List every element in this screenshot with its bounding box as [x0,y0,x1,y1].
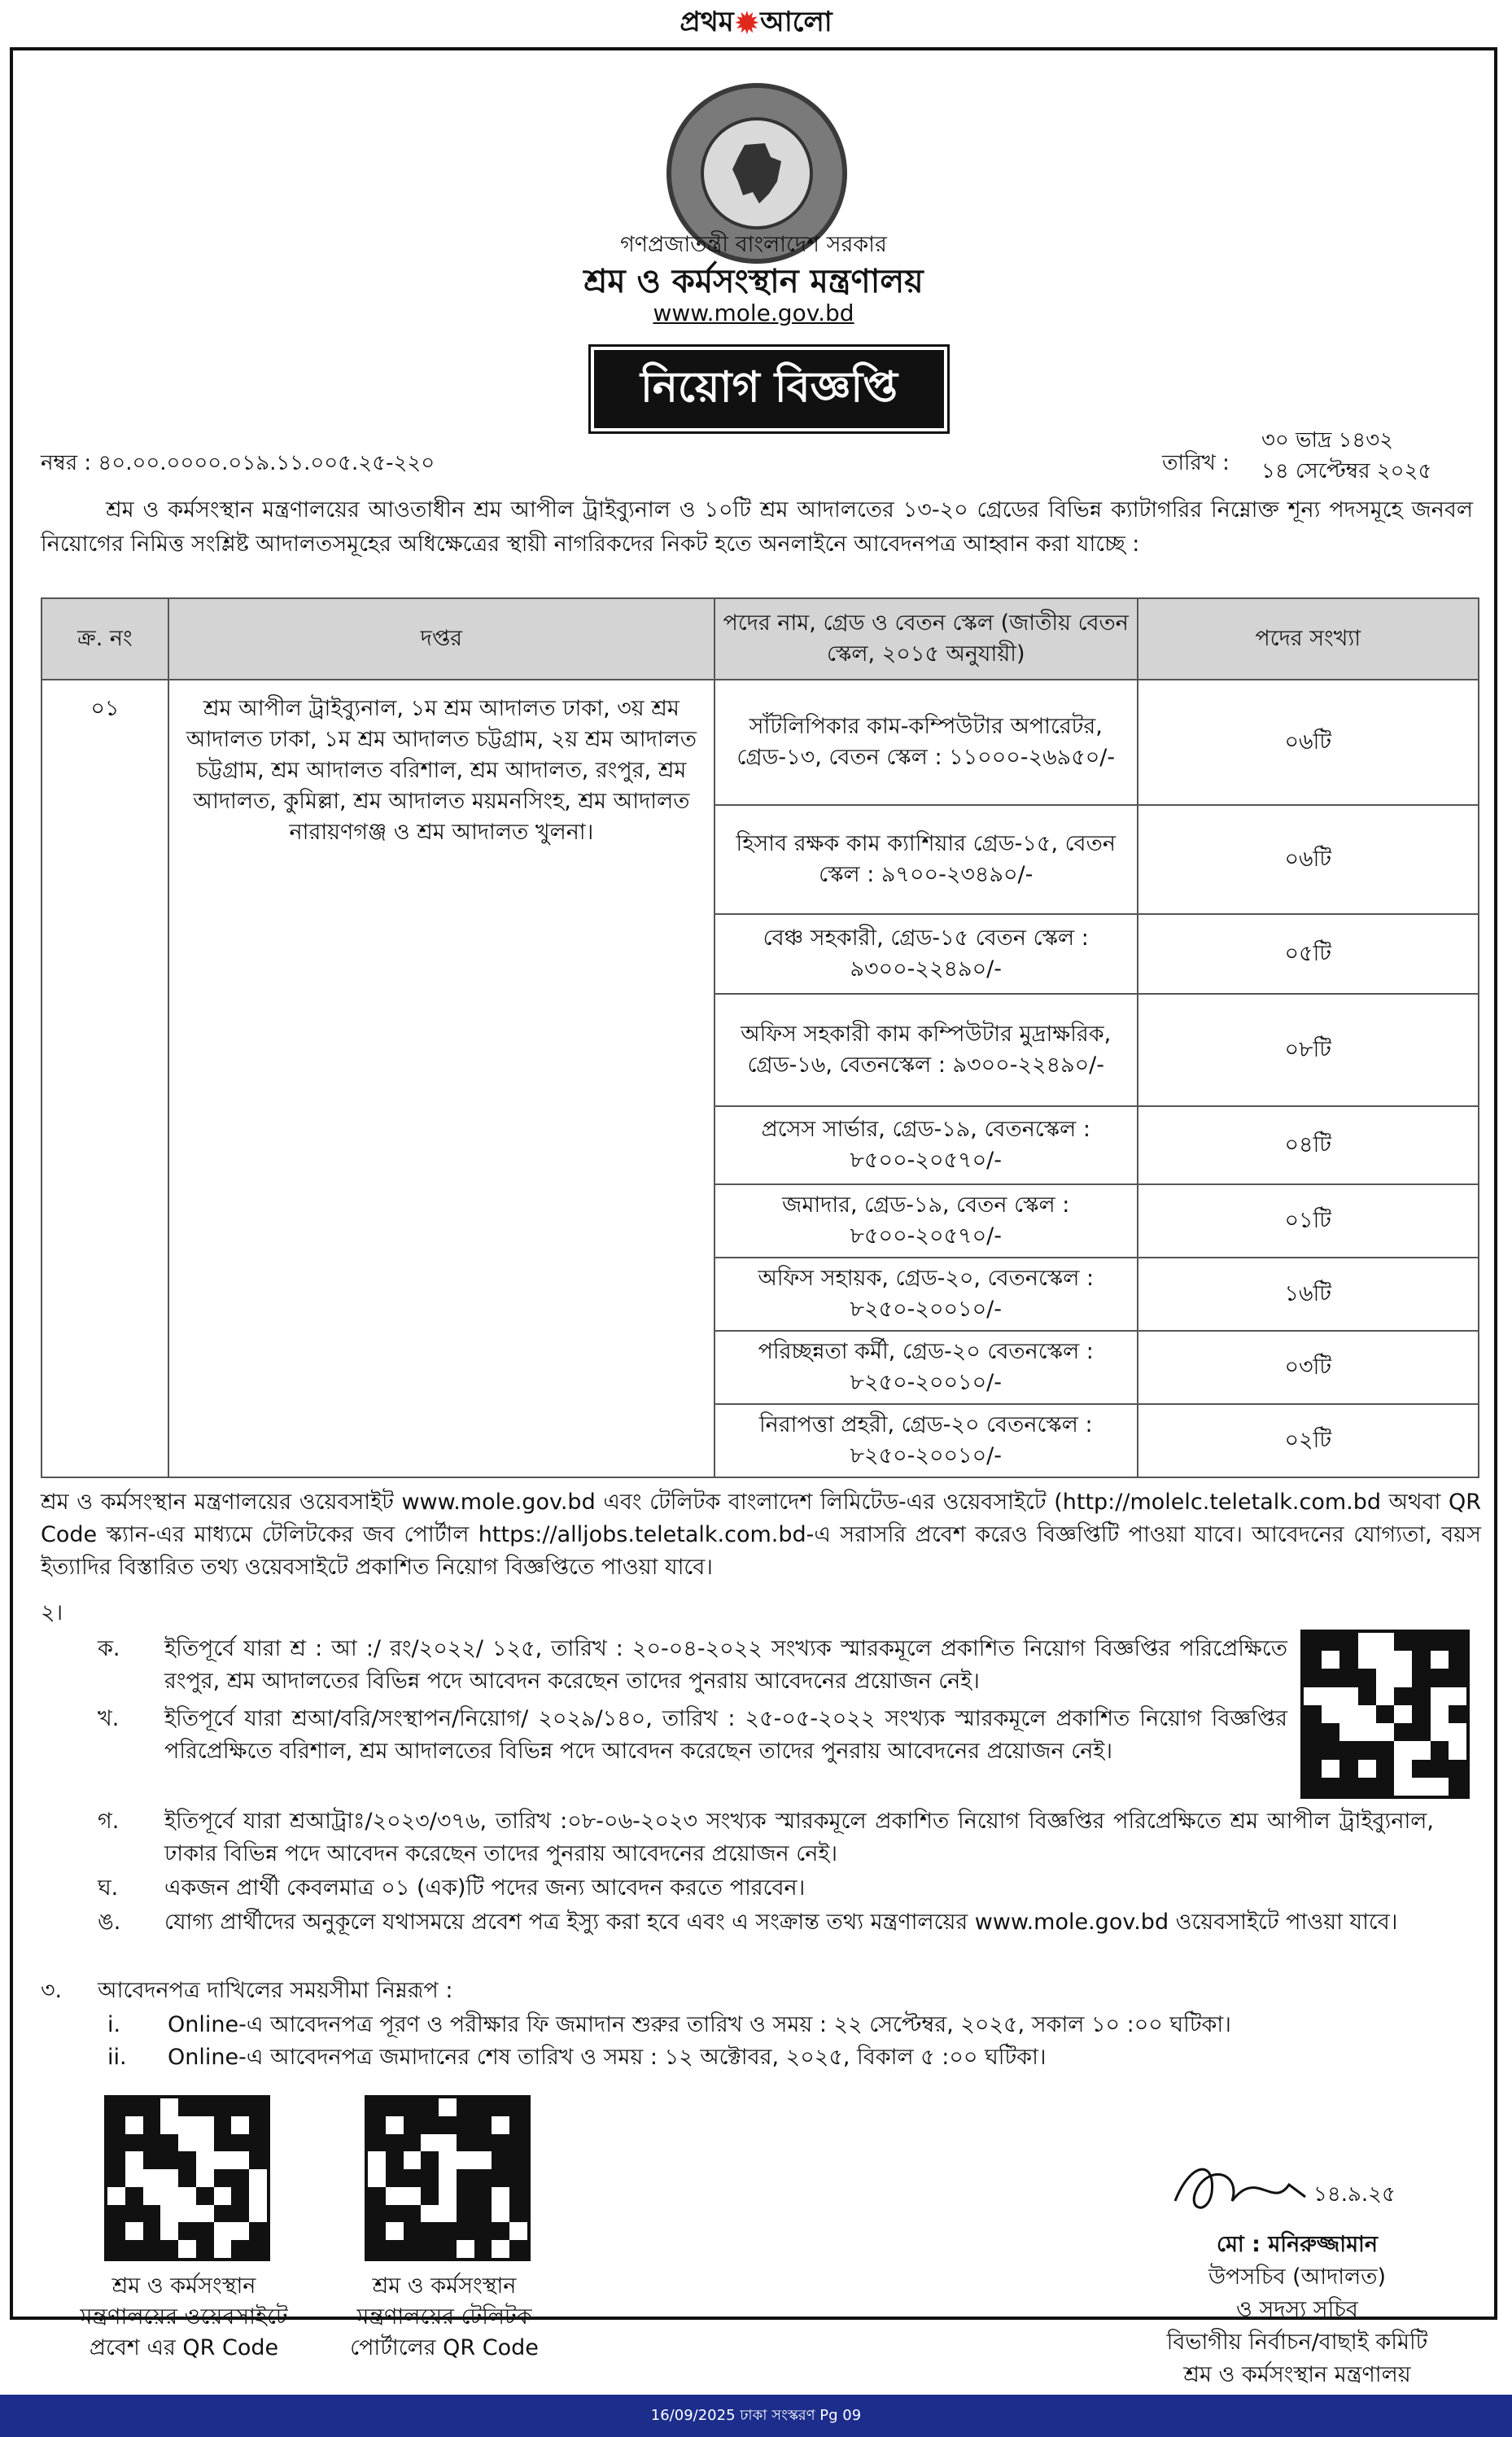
header-office: দপ্তর [168,598,714,680]
signature-date: ১৪.৯.২৫ [1313,2182,1396,2207]
header-serial: ক্র. নং [42,598,168,680]
count-cell: ০৪টি [1138,1106,1479,1184]
signatory-block [1086,2229,1509,2391]
page-footer: 16/09/2025 ঢাকা সংস্করণ Pg 09 [0,2395,1512,2437]
post-cell: বেঞ্চ সহকারী, গ্রেড-১৫ বেতন স্কেল : ৯৩০০-২২৪৯০/- [714,914,1138,994]
deadline-i-text: Online-এ আবেদনপত্র পূরণ ও পরীক্ষার ফি জমাদান শুরুর তারিখ ও সময় : ২২ সেপ্টেম্বর, ২০২৫, সকাল ১০ :০০ ঘটিকা। [168,2012,1231,2037]
ministry-qr-caption: শ্রম ও কর্মসংস্থান মন্ত্রণালয়ের ওয়েবসাইটে প্রবেশ এর QR Code [80,2273,288,2360]
item-ka-text: ইতিপূর্বে যারা শ্র : আ :/ রং/২০২২/ ১২৫, তারিখ : ২০-০৪-২০২২ সংখ্যক স্মারকমূলে প্রকাশিত নিয়োগ বিজ্ঞপ্তির পরিপ্রেক্ষিতে রংপুর, শ্রম আদালতের বিভিন্ন পদে আবেদন করেছেন তাদের পুনরায় আবেদনের প্রয়োজন নেই। [164,1636,1287,1694]
bangladesh-map-icon [720,137,793,210]
item-uma-mark: ঙ. [98,1910,121,1935]
post-cell: হিসাব রক্ষক কাম ক্যাশিয়ার গ্রেড-১৫, বেতন স্কেল : ৯৭০০-২৩৪৯০/- [714,805,1138,914]
advertisement-frame [10,47,1497,2387]
item-ga-mark: গ. [98,1809,120,1834]
header-post: পদের নাম, গ্রেড ও বেতন স্কেল (জাতীয় বেতন স্কেল, ২০১৫ অনুযায়ী) [714,598,1138,680]
count-cell: ০৩টি [1138,1331,1479,1404]
notice-title: নিয়োগ বিজ্ঞপ্তি [594,350,944,428]
item-uma-text: যোগ্য প্রার্থীদের অনুকূলে যথাসময়ে প্রবেশ পত্র ইস্যু করা হবে এবং এ সংক্রান্ত তথ্য মন্ত্রণালয়ের www.mole.gov.bd ওয়েবসাইটে পাওয়া যাবে। [164,1910,1398,1935]
masthead-left: প্রথম [680,5,734,38]
deadline-ii-text: Online-এ আবেদনপত্র জমাদানের শেষ তারিখ ও সময় : ১২ অক্টোবর, ২০২৫, বিকাল ৫ :০০ ঘটিকা। [168,2045,1047,2070]
deadline-i-mark: i. [107,2012,121,2037]
ministry-qr-code-icon[interactable] [104,2095,270,2261]
handwritten-signature-icon [1167,2152,1427,2225]
website-paragraph: শ্রম ও কর্মসংস্থান মন্ত্রণালয়ের ওয়েবসাইট www.mole.gov.bd এবং টেলিটক বাংলাদেশ লিমিটেড-এর ওয়েবসাইটে (http://molelc.teletalk.com.bd অথবা QR Code স্ক্যান-এর মাধ্যমে টেলিটকের জব পোর্টাল https://alljobs.teletalk.com.bd-এ সরাসরি প্রবেশ করেও বিজ্ঞপ্তিটি পাওয়া যাবে। আবেদনের যোগ্যতা, বয়স ইত্যাদির বিস্তারিত তথ্য ওয়েবসাইটে প্রকাশিত নিয়োগ বিজ্ঞপ্তিতে পাওয়া যাবে। [41,1490,1481,1580]
item-ga-text: ইতিপূর্বে যারা শ্রআট্রাঃ/২০২৩/৩৭৬, তারিখ :০৮-০৬-২০২৩ সংখ্যক স্মারকমূলে প্রকাশিত নিয়োগ বিজ্ঞপ্তির পরিপ্রেক্ষিতে শ্রম আপীল ট্রাইব্যুনাল, ঢাকার বিভিন্ন পদে আবেদন করেছেন তাদের পুনরায় আবেদনের প্রয়োজন নেই। [164,1809,1434,1866]
item-gha-mark: ঘ. [98,1875,119,1901]
post-cell: প্রসেস সার্ভার, গ্রেড-১৯, বেতনস্কেল : ৮৫০০-২০৫৭০/- [714,1106,1138,1184]
post-cell: পরিচ্ছন্নতা কর্মী, গ্রেড-২০ বেতনস্কেল : ৮২৫০-২০০১০/- [714,1331,1138,1404]
count-cell: ০৬টি [1138,680,1479,805]
date-label: তারিখ : [1162,451,1230,475]
item-ka-mark: ক. [98,1636,120,1661]
seal-emblem [701,117,813,230]
teletalk-qr-code-icon[interactable] [365,2095,531,2261]
memo-number: নম্বর : ৪০.০০.০০০০.০১৯.১১.০০৫.২৫-২২০ [41,451,435,475]
intro-paragraph: শ্রম ও কর্মসংস্থান মন্ত্রণালয়ের আওতাধীন শ্রম আপীল ট্রাইব্যুনাল ও ১০টি শ্রম আদালতের ১৩-২০ গ্রেডের বিভিন্ন ক্যাটাগরির নিম্নোক্ত শূন্য পদসমূহে জনবল নিয়োগের নিমিত্ত সংশ্লিষ্ট আদালতসমূহের অধিক্ষেত্রের স্থায়ী নাগরিকদের নিকট হতে অনলাইনে আবেদনপত্র আহ্বান করা যাচ্ছে : [41,497,1473,557]
count-cell: ০২টি [1138,1404,1479,1477]
newspaper-masthead [0,0,1512,47]
signatory-title-1: উপসচিব (আদালত) [1208,2264,1387,2290]
date-english: ১৪ সেপ্টেম্বর ২০২৫ [1261,459,1432,483]
teletalk-qr-caption: শ্রম ও কর্মসংস্থান মন্ত্রণালয়ের টেলিটক পোর্টালের QR Code [350,2273,539,2360]
signatory-title-3: বিভাগীয় নির্বাচন/বাছাই কমিটি [1166,2330,1428,2355]
item-gha-text: একজন প্রার্থী কেবলমাত্র ০১ (এক)টি পদের জন্য আবেদন করতে পারবেন। [164,1875,806,1901]
table-row [42,680,1479,805]
vacancy-table [41,597,1479,1478]
date-bangla: ৩০ ভাদ্র ১৪৩২ [1261,428,1394,453]
qr-code-icon[interactable] [1300,1630,1470,1799]
count-cell: ০৬টি [1138,805,1479,914]
count-cell: ১৬টি [1138,1258,1479,1331]
section-3-number: ৩. [41,1978,63,2003]
item-kha-mark: খ. [98,1706,120,1731]
office-cell: শ্রম আপীল ট্রাইব্যুনাল, ১ম শ্রম আদালত ঢাকা, ৩য় শ্রম আদালত ঢাকা, ১ম শ্রম আদালত চট্টগ্রাম, ২য় শ্রম আদালত চট্টগ্রাম, শ্রম আদালত বরিশাল, শ্রম আদালত, রংপুর, শ্রম আদালত, কুমিল্লা, শ্রম আদালত ময়মনসিংহ, শ্রম আদালত নারায়ণগঞ্জ ও শ্রম আদালত খুলনা। [168,680,714,1477]
memo-dates [1261,425,1431,487]
post-cell: সাঁটলিপিকার কাম-কম্পিউটার অপারেটর, গ্রেড-১৩, বেতন স্কেল : ১১০০০-২৬৯৫০/- [714,680,1138,805]
header-count: পদের সংখ্যা [1138,598,1479,680]
deadline-ii-mark: ii. [107,2045,127,2070]
table-header-row [42,598,1479,680]
post-cell: অফিস সহকারী কাম কম্পিউটার মুদ্রাক্ষরিক, গ্রেড-১৬, বেতনস্কেল : ৯৩০০-২২৪৯০/- [714,994,1138,1106]
post-cell: জমাদার, গ্রেড-১৯, বেতন স্কেল : ৮৫০০-২০৫৭০/- [714,1184,1138,1258]
section-3-title: আবেদনপত্র দাখিলের সময়সীমা নিম্নরূপ : [98,1978,453,2003]
government-name: গণপ্রজাতন্ত্রী বাংলাদেশ সরকার [620,232,887,257]
count-cell: ০৫টি [1138,914,1479,994]
post-cell: অফিস সহায়ক, গ্রেড-২০, বেতনস্কেল : ৮২৫০-২০০১০/- [714,1258,1138,1331]
count-cell: ০৮টি [1138,994,1479,1106]
item-kha-text: ইতিপূর্বে যারা শ্রআ/বরি/সংস্থাপন/নিয়োগ/ ২০২৯/১৪০, তারিখ : ২৫-০৫-২০২২ সংখ্যক স্মারকমূলে প্রকাশিত নিয়োগ বিজ্ঞপ্তির পরিপ্রেক্ষিতে বরিশাল, শ্রম আদালতের বিভিন্ন পদে আবেদন করেছেন তাদের পুনরায় আবেদনের প্রয়োজন নেই। [164,1706,1287,1764]
count-cell: ০১টি [1138,1184,1479,1258]
signatory-name: মো : মনিরুজ্জামান [1216,2232,1379,2257]
signatory-title-4: শ্রম ও কর্মসংস্থান মন্ত্রণালয় [1183,2362,1411,2387]
signatory-title-2: ও সদস্য সচিব [1236,2297,1358,2322]
post-cell: নিরাপত্তা প্রহরী, গ্রেড-২০ বেতনস্কেল : ৮২৫০-২০০১০/- [714,1404,1138,1477]
masthead-right: আলো [760,5,832,38]
ministry-website-link[interactable]: www.mole.gov.bd [653,300,854,326]
signature-image [1167,2152,1427,2225]
section-2-number: ২। [41,1600,63,1625]
sun-icon: ✹ [735,7,759,40]
ministry-name: শ্রম ও কর্মসংস্থান মন্ত্রণালয় [583,263,924,300]
serial-cell: ০১ [42,680,168,1477]
